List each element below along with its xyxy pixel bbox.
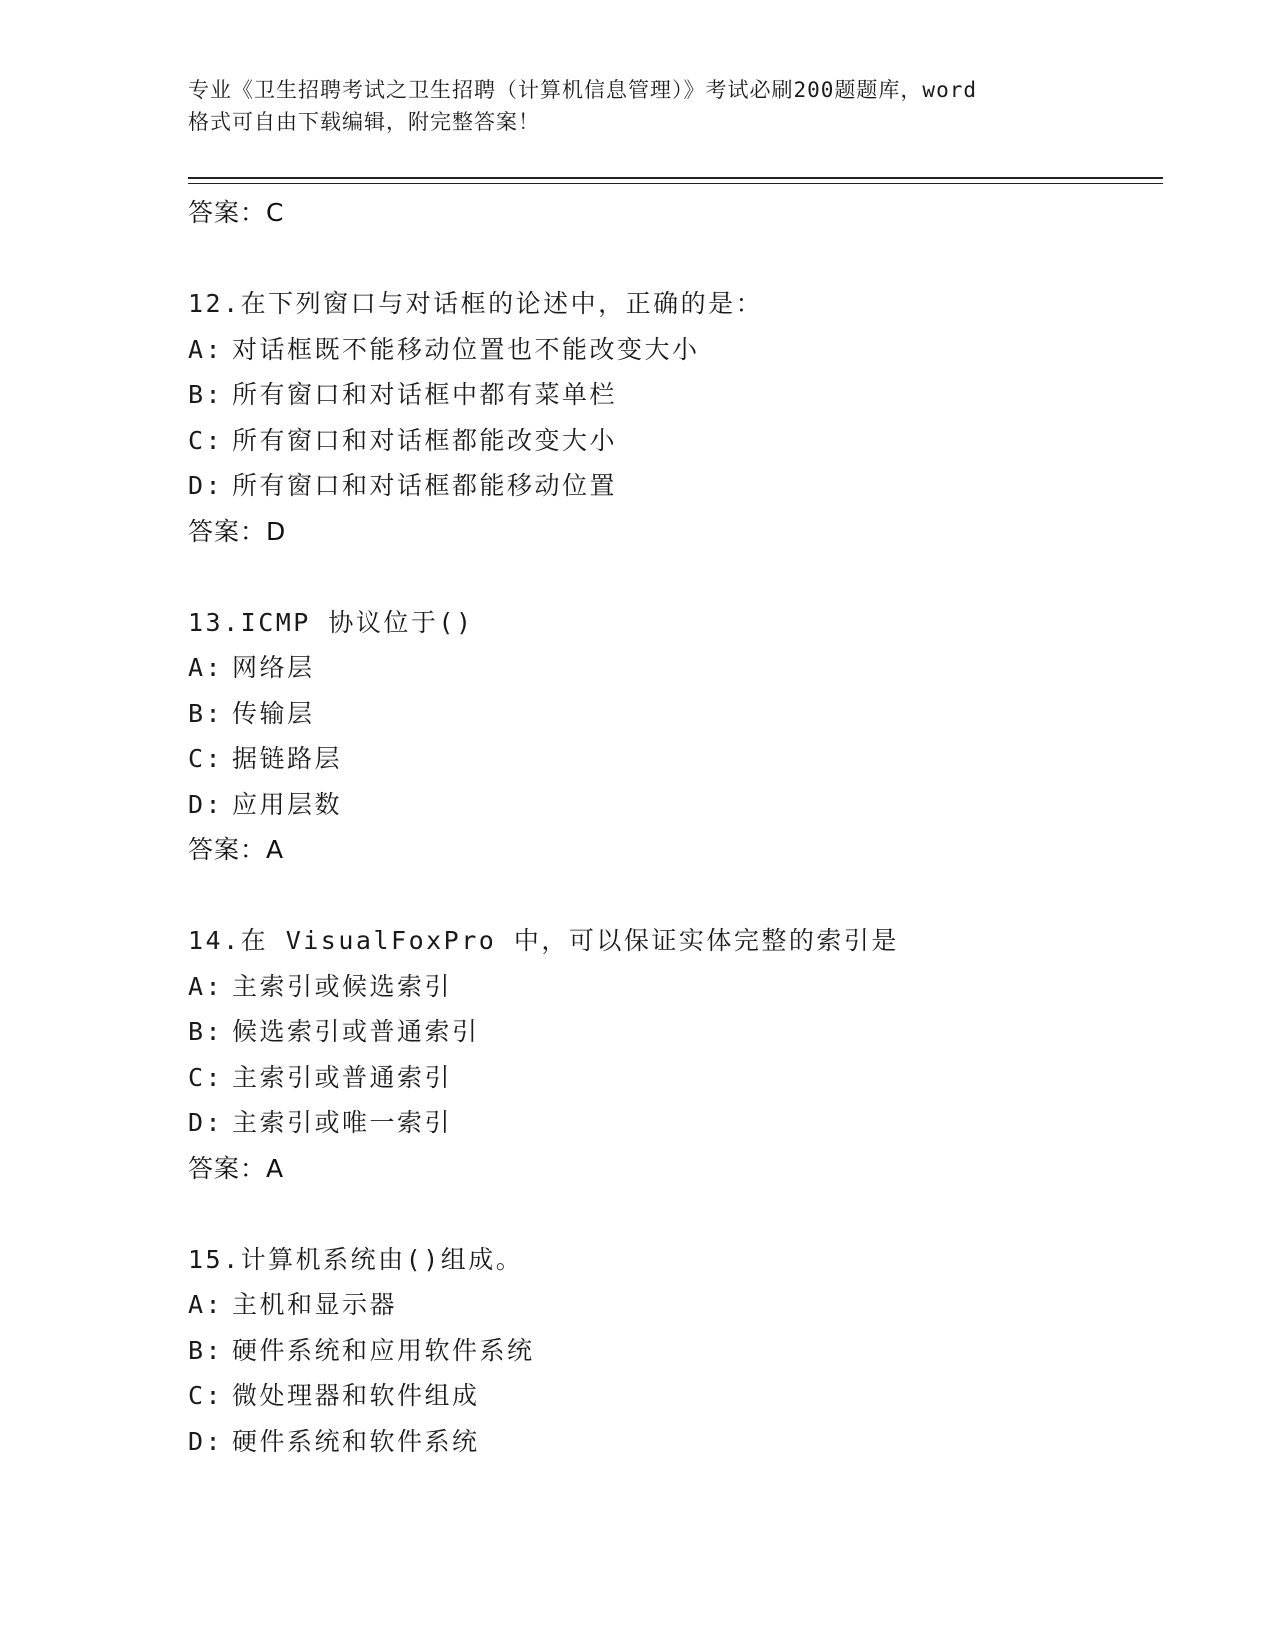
option-text: 对话框既不能移动位置也不能改变大小 xyxy=(232,334,700,364)
option-text: 所有窗口和对话框都能移动位置 xyxy=(232,471,618,500)
option-text: 主索引或候选索引 xyxy=(232,971,453,1001)
header-line-2: 格式可自由下载编辑，附完整答案！ xyxy=(188,110,540,134)
option-d xyxy=(188,463,1163,509)
answer-value: A xyxy=(266,1153,285,1183)
option-c xyxy=(188,1055,1163,1101)
option-d xyxy=(188,782,1163,828)
answer-line xyxy=(188,827,1163,873)
question-list xyxy=(188,190,1163,1464)
option-text: 微处理器和软件组成 xyxy=(232,1381,480,1410)
option-key: D: xyxy=(188,1426,224,1456)
option-b xyxy=(188,691,1163,737)
option-b xyxy=(188,1009,1163,1055)
option-d xyxy=(188,1100,1163,1146)
answer-value: C xyxy=(266,198,285,227)
option-key: C: xyxy=(188,744,224,773)
option-c xyxy=(188,418,1163,464)
question-stem: 13.ICMP 协议位于() xyxy=(188,607,474,637)
spacer xyxy=(188,236,1163,281)
option-key: C: xyxy=(188,425,224,455)
option-text: 应用层数 xyxy=(232,789,343,819)
option-text: 主索引或唯一索引 xyxy=(232,1108,453,1137)
option-a xyxy=(188,964,1163,1010)
option-key: D: xyxy=(188,789,224,819)
option-key: A: xyxy=(188,1290,224,1319)
header-rule-thin xyxy=(188,183,1163,184)
option-text: 硬件系统和软件系统 xyxy=(232,1426,480,1456)
option-key: B: xyxy=(188,1017,224,1046)
option-key: B: xyxy=(188,698,224,728)
header-rule-thick xyxy=(188,177,1163,179)
spacer xyxy=(188,1192,1163,1237)
answer-label: 答案： xyxy=(188,198,267,227)
option-b xyxy=(188,372,1163,418)
option-key: C: xyxy=(188,1062,224,1092)
header-line-1: 专业《卫生招聘考试之卫生招聘（计算机信息管理）》考试必刷200题题库，word xyxy=(188,78,977,102)
answer-line xyxy=(188,190,1163,236)
answer-label: 答案： xyxy=(188,835,267,864)
answer-label: 答案： xyxy=(188,1153,267,1183)
question-stem: 15.计算机系统由()组成。 xyxy=(188,1244,524,1274)
option-key: A: xyxy=(188,334,224,364)
option-key: B: xyxy=(188,1335,224,1365)
option-d xyxy=(188,1419,1163,1465)
question-stem: 12.在下列窗口与对话框的论述中，正确的是： xyxy=(188,289,764,318)
spacer xyxy=(188,873,1163,918)
option-a xyxy=(188,327,1163,373)
option-a xyxy=(188,1282,1163,1328)
option-text: 据链路层 xyxy=(232,744,343,773)
option-text: 所有窗口和对话框都能改变大小 xyxy=(232,425,618,455)
spacer xyxy=(188,555,1163,600)
option-key: A: xyxy=(188,971,224,1001)
option-key: A: xyxy=(188,653,224,682)
option-c xyxy=(188,1373,1163,1419)
option-text: 网络层 xyxy=(232,653,315,682)
option-text: 主机和显示器 xyxy=(232,1290,398,1319)
answer-line xyxy=(188,509,1163,555)
option-text: 候选索引或普通索引 xyxy=(232,1017,480,1046)
option-key: B: xyxy=(188,380,224,409)
option-key: D: xyxy=(188,1108,224,1137)
option-key: D: xyxy=(188,471,224,500)
answer-line xyxy=(188,1146,1163,1192)
option-text: 所有窗口和对话框中都有菜单栏 xyxy=(232,380,618,409)
option-text: 传输层 xyxy=(232,698,315,728)
option-text: 主索引或普通索引 xyxy=(232,1062,453,1092)
option-a xyxy=(188,645,1163,691)
option-c xyxy=(188,736,1163,782)
option-key: C: xyxy=(188,1381,224,1410)
option-text: 硬件系统和应用软件系统 xyxy=(232,1335,535,1365)
answer-value: D xyxy=(266,516,287,546)
answer-label: 答案： xyxy=(188,516,267,546)
question-stem: 14.在 VisualFoxPro 中，可以保证实体完整的索引是 xyxy=(188,926,899,955)
answer-value: A xyxy=(266,835,285,864)
option-b xyxy=(188,1328,1163,1374)
document-header xyxy=(188,74,1108,138)
